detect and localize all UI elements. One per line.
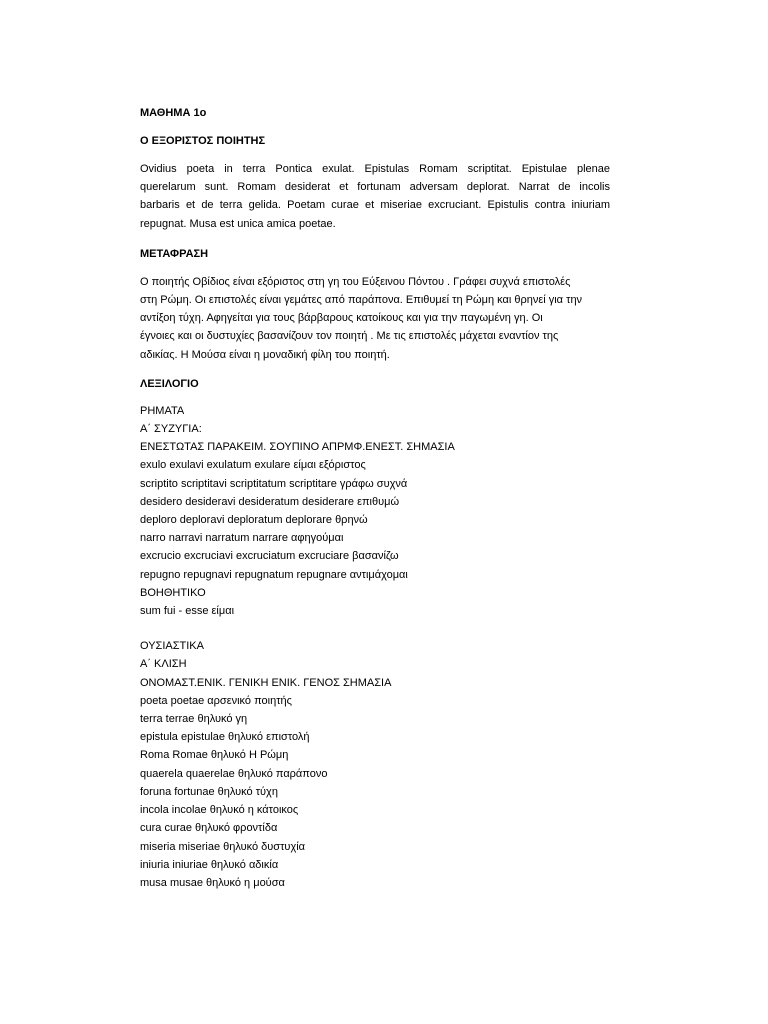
nouns-heading: ΟΥΣΙΑΣΤΙΚΑ [140, 640, 204, 653]
verb-columns-header: ΕΝΕΣΤΩΤΑΣ ΠΑΡΑΚΕΙΜ. ΣΟΥΠΙΝΟ ΑΠΡΜΦ.ΕΝΕΣΤ. ΣΗΜΑΣΙΑ [140, 441, 455, 454]
verb-entry: sum fui - esse είμαι [140, 605, 235, 618]
translation-line: αδικίας. Η Μούσα είναι η μοναδική φίλη του ποιητή. [140, 348, 390, 361]
noun-entry: epistula epistulae θηλυκό επιστολή [140, 731, 310, 744]
translation-line: στη Ρώμη. Οι επιστολές είναι γεμάτες από παράπονα. Επιθυμεί τη Ρώμη και θρηνεί για την [140, 294, 583, 307]
verb-entry: scriptito scriptitavi scriptitatum scriptitare γράφω συχνά [140, 477, 408, 490]
translation-line: αντίξοη τύχη. Αφηγείται για τους βάρβαρους κατοίκους και για την παγωμένη γη. Οι [140, 312, 543, 325]
verb-entry: exulo exulavi exulatum exulare είμαι εξόριστος [140, 459, 366, 472]
noun-entry: incola incolae θηλυκό η κάτοικος [140, 804, 299, 817]
latin-text [140, 160, 610, 233]
declension-heading: Α΄ ΚΛΙΣΗ [140, 658, 187, 671]
document-page [140, 104, 610, 892]
noun-entry: miseria miseriae θηλυκό δυστυχία [140, 840, 306, 853]
noun-entry: musa musae θηλυκό η μούσα [140, 876, 285, 889]
text-title: Ο ΕΞΟΡΙΣΤΟΣ ΠΟΙΗΤΗΣ [140, 135, 266, 147]
latin-line: querelarum sunt. Romam desiderat et fortunam adversam deplorat. Narrat de incolis [140, 181, 610, 194]
lesson-title: ΜΑΘΗΜΑ 1ο [140, 107, 207, 119]
latin-line: Ovidius poeta in terra Pontica exulat. Epistulas Romam scriptitat. Epistulae plenae [140, 163, 610, 175]
conjugation-heading: Α΄ ΣΥΖΥΓΙΑ: [140, 423, 202, 436]
verb-entry: excrucio excruciavi excruciatum excruciare βασανίζω [140, 550, 399, 563]
translation-text [140, 273, 610, 364]
vocabulary-heading: ΛΕΞΙΛΟΓΙΟ [140, 377, 199, 390]
verb-entry: deploro deploravi deploratum deplorare θρηνώ [140, 514, 368, 527]
translation-line: έγνοιες και οι δυστυχίες βασανίζουν τον ποιητή . Με τις επιστολές μάχεται εναντίον της [140, 330, 559, 343]
noun-columns-header: ΟΝΟΜΑΣΤ.ΕΝΙΚ. ΓΕΝΙΚΗ ΕΝΙΚ. ΓΕΝΟΣ ΣΗΜΑΣΙΑ [140, 676, 392, 689]
verb-entry: repugno repugnavi repugnatum repugnare αντιμάχομαι [140, 568, 408, 581]
translation-heading: ΜΕΤΑΦΡΑΣΗ [140, 247, 209, 260]
latin-line: barbaris et de terra gelida. Poetam curae et miseriae excruciant. Epistulis contra iniuriam [140, 199, 610, 212]
noun-entry: cura curae θηλυκό φροντίδα [140, 822, 278, 835]
noun-entry: quaerela quaerelae θηλυκό παράπονο [140, 767, 328, 780]
latin-line: repugnat. Musa est unica amica poetae. [140, 217, 336, 230]
verbs-section [140, 402, 610, 620]
translation-line: Ο ποιητής Οβίδιος είναι εξόριστος στη γη του Εύξεινου Πόντου . Γράφει συχνά επιστολές [140, 275, 571, 288]
auxiliary-heading: ΒΟΗΘΗΤΙΚΟ [140, 586, 206, 599]
verb-entry: desidero desideravi desideratum desiderare επιθυμώ [140, 495, 400, 508]
noun-entry: poeta poetae αρσενικό ποιητής [140, 694, 292, 707]
section-gap [140, 620, 610, 637]
noun-entry: iniuria iniuriae θηλυκό αδικία [140, 858, 279, 871]
noun-entry: terra terrae θηλυκό γη [140, 713, 248, 726]
verbs-heading: ΡΗΜΑΤΑ [140, 404, 185, 417]
nouns-section [140, 637, 610, 892]
noun-entry: foruna fortunae θηλυκό τύχη [140, 785, 278, 798]
verb-entry: narro narravi narratum narrare αφηγούμαι [140, 532, 344, 545]
noun-entry: Roma Romae θηλυκό Η Ρώμη [140, 749, 289, 762]
